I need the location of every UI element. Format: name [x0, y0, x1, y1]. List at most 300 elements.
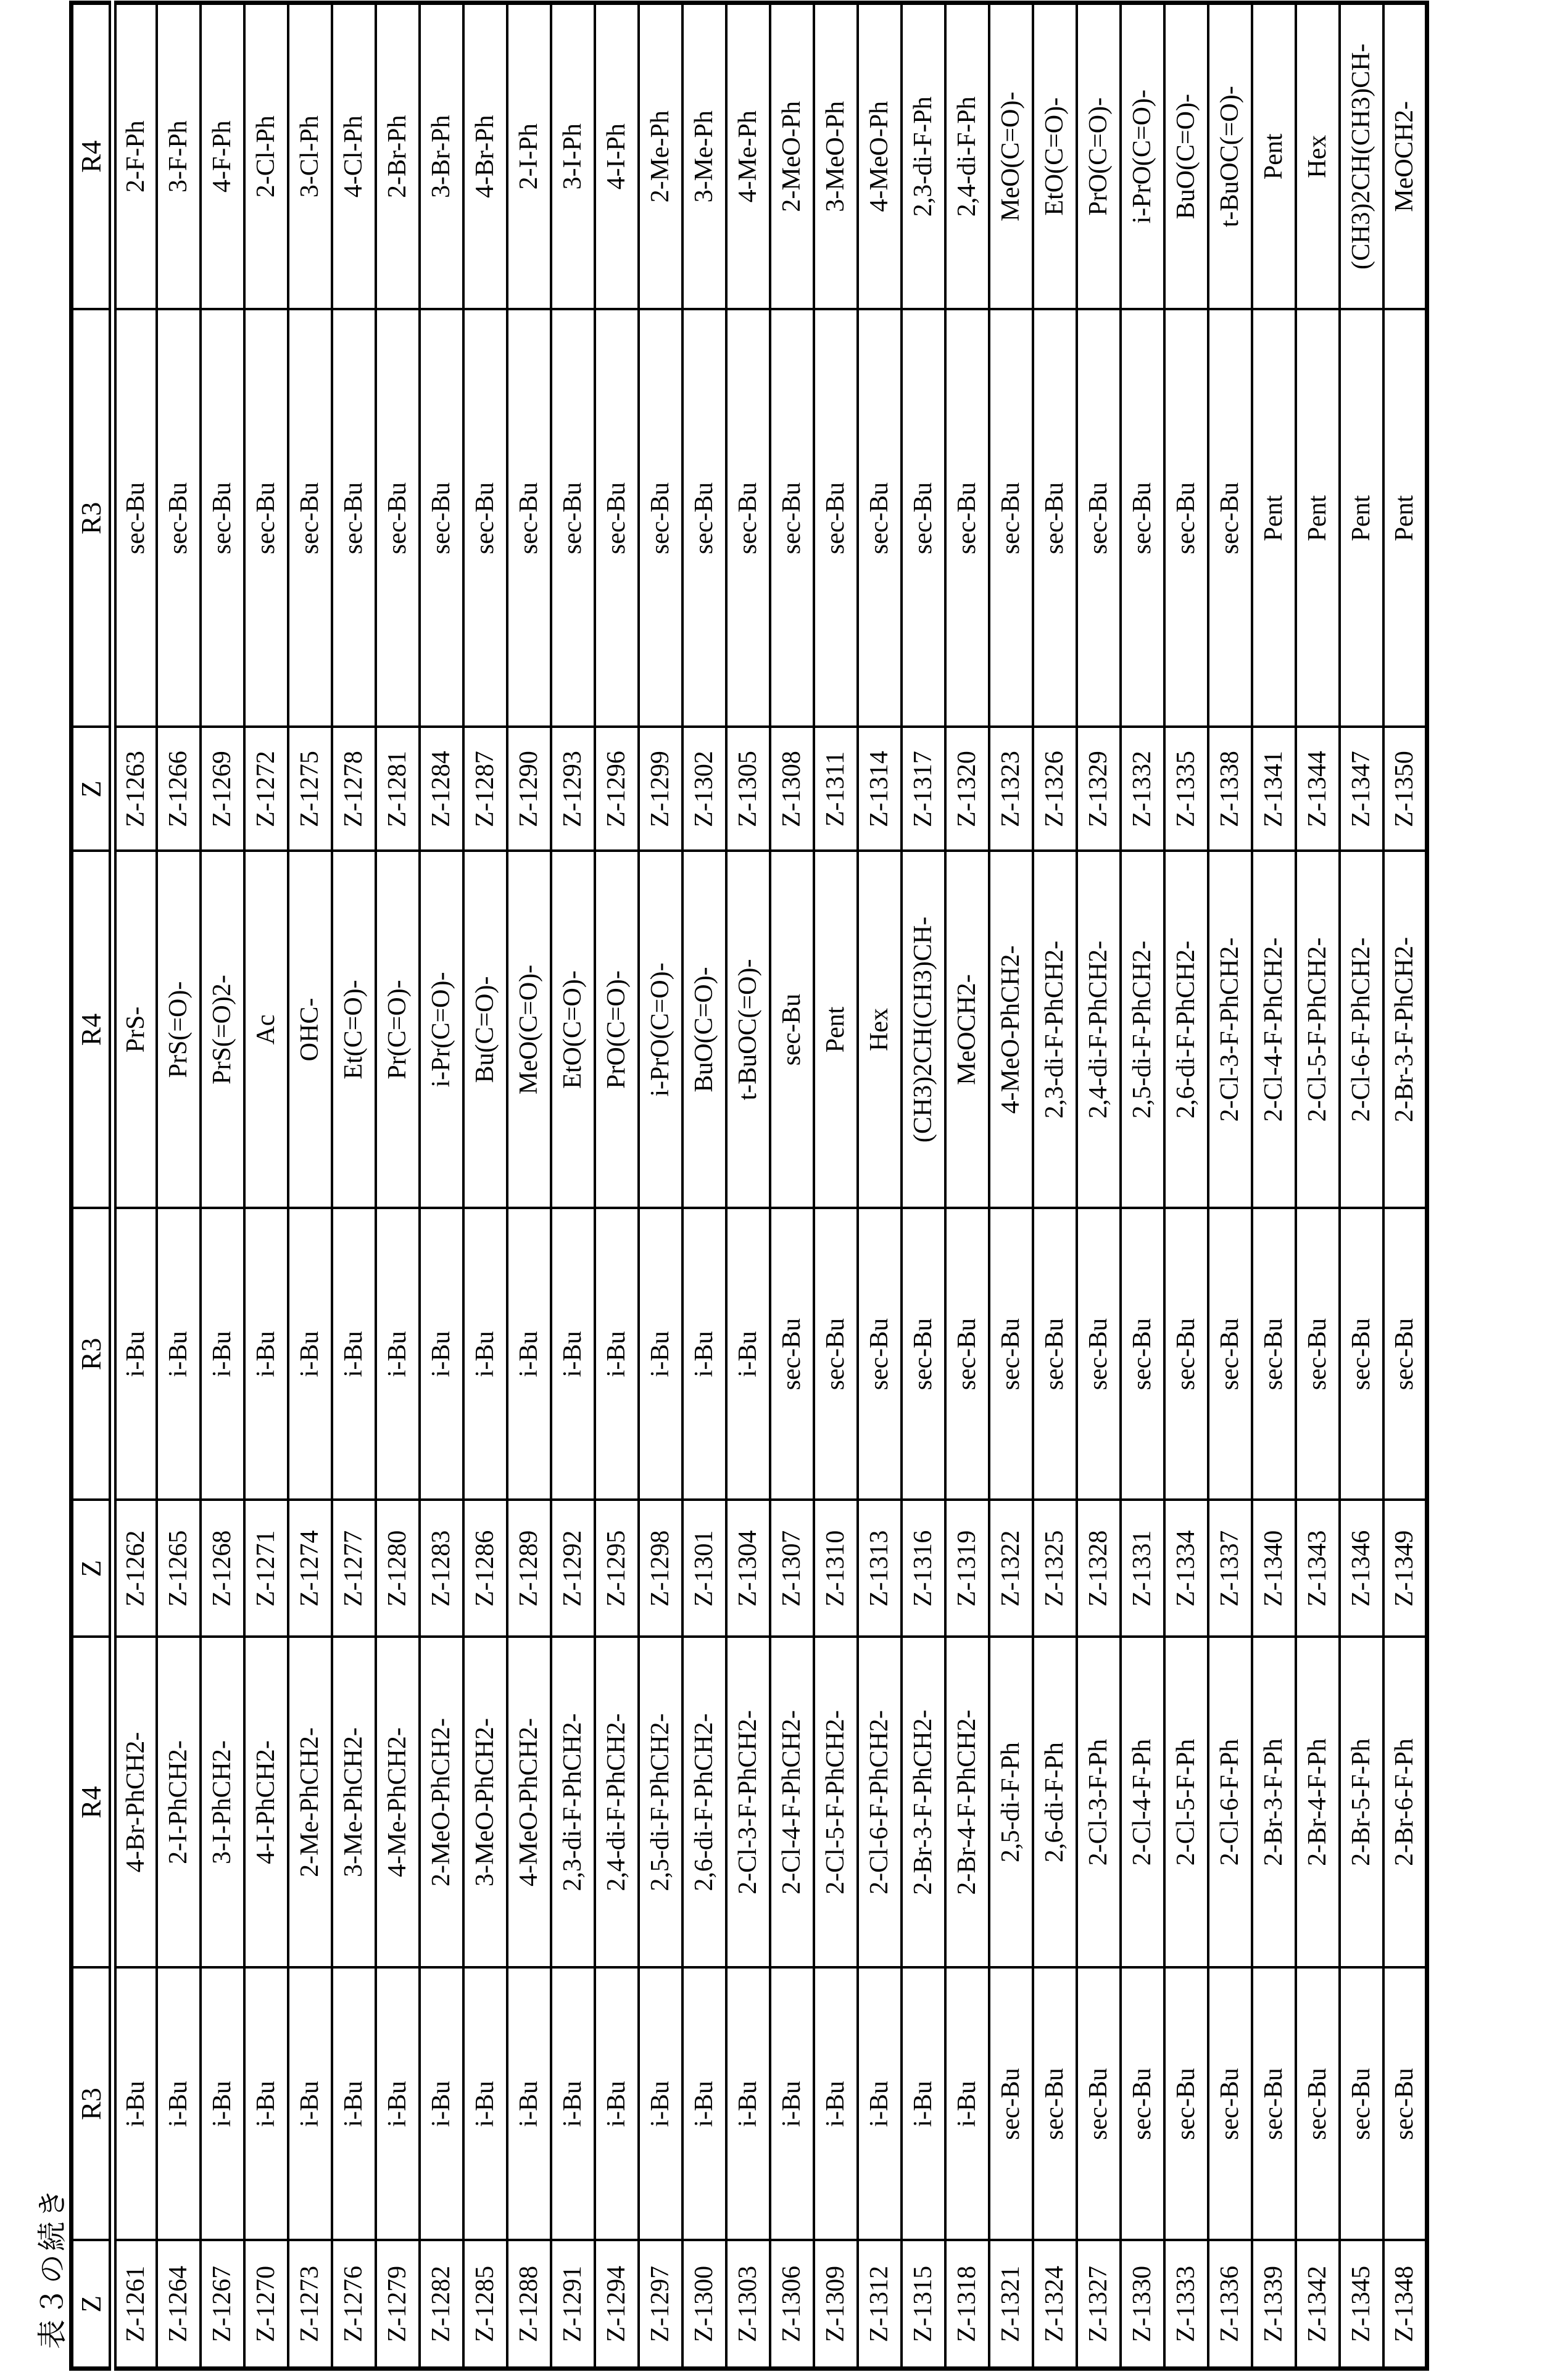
column-header: R3 [72, 310, 113, 727]
cell-r4: Hex [858, 851, 902, 1209]
cell-z: Z-1284 [420, 727, 463, 851]
cell-r4: 2-Br-3-F-Ph [1252, 1637, 1296, 1968]
cell-r4: 2,5-di-F-PhCH2- [639, 1637, 682, 1968]
cell-z: Z-1273 [288, 2241, 332, 2369]
cell-z: Z-1334 [1164, 1500, 1208, 1637]
cell-r4: Et(C=O)- [332, 851, 376, 1209]
cell-z: Z-1279 [376, 2241, 420, 2369]
cell-r3: sec-Bu [376, 310, 420, 727]
cell-r3: i-Bu [726, 1209, 770, 1500]
table-row [1296, 3, 1340, 2369]
cell-z: Z-1288 [507, 2241, 551, 2369]
cell-r3: sec-Bu [858, 1209, 902, 1500]
cell-r3: sec-Bu [157, 310, 201, 727]
cell-r3: i-Bu [639, 1968, 682, 2241]
cell-r3: sec-Bu [989, 1968, 1033, 2241]
cell-z: Z-1293 [551, 727, 595, 851]
cell-r4: 4-Br-Ph [463, 3, 507, 310]
cell-z: Z-1301 [682, 1500, 726, 1637]
table-row [858, 3, 902, 2369]
cell-r3: Pent [1252, 310, 1296, 727]
cell-z: Z-1348 [1383, 2241, 1427, 2369]
cell-r3: i-Bu [858, 1968, 902, 2241]
cell-r4: 4-F-Ph [201, 3, 244, 310]
cell-z: Z-1303 [726, 2241, 770, 2369]
cell-z: Z-1318 [945, 2241, 989, 2369]
cell-r3: sec-Bu [814, 310, 858, 727]
cell-z: Z-1335 [1164, 727, 1208, 851]
cell-r4: 2,5-di-F-PhCH2- [1121, 851, 1164, 1209]
cell-r3: sec-Bu [113, 310, 157, 727]
cell-r4: Bu(C=O)- [463, 851, 507, 1209]
cell-r3: i-Bu [113, 1209, 157, 1500]
cell-r3: i-Bu [113, 1968, 157, 2241]
cell-z: Z-1332 [1121, 727, 1164, 851]
cell-r4: 2,4-di-F-Ph [945, 3, 989, 310]
cell-r4: 3-MeO-PhCH2- [463, 1637, 507, 1968]
cell-r4: 2-Cl-6-F-PhCH2- [1340, 851, 1383, 1209]
cell-r3: sec-Bu [1077, 1209, 1121, 1500]
column-header: Z [72, 727, 113, 851]
cell-r3: i-Bu [551, 1209, 595, 1500]
cell-z: Z-1290 [507, 727, 551, 851]
cell-r3: i-Bu [902, 1968, 945, 2241]
cell-r4: 2-Cl-6-F-Ph [1208, 1637, 1252, 1968]
cell-z: Z-1341 [1252, 727, 1296, 851]
cell-r4: 2,6-di-F-PhCH2- [1164, 851, 1208, 1209]
cell-r3: sec-Bu [463, 310, 507, 727]
cell-z: Z-1295 [595, 1500, 639, 1637]
cell-r3: sec-Bu [1252, 1209, 1296, 1500]
cell-r4: EtO(C=O)- [551, 851, 595, 1209]
cell-r4: MeO(C=O)- [507, 851, 551, 1209]
cell-z: Z-1349 [1383, 1500, 1427, 1637]
table-row [157, 3, 201, 2369]
cell-r4: 3-Me-Ph [682, 3, 726, 310]
table-row [814, 3, 858, 2369]
cell-r3: sec-Bu [902, 310, 945, 727]
table-title: 表３の続き [36, 2185, 69, 2349]
table-row [332, 3, 376, 2369]
cell-r3: sec-Bu [288, 310, 332, 727]
column-header: R4 [72, 3, 113, 310]
cell-r3: sec-Bu [1208, 310, 1252, 727]
cell-r4: 2-Cl-3-F-PhCH2- [726, 1637, 770, 1968]
cell-z: Z-1302 [682, 727, 726, 851]
cell-r3: i-Bu [770, 1968, 814, 2241]
cell-r4: Hex [1296, 3, 1340, 310]
cell-r4: 2-Cl-3-F-Ph [1077, 1637, 1121, 1968]
cell-z: Z-1271 [244, 1500, 288, 1637]
table-row [288, 3, 332, 2369]
cell-r4: 3-I-PhCH2- [201, 1637, 244, 1968]
cell-r4: 2-Cl-5-F-PhCH2- [1296, 851, 1340, 1209]
cell-z: Z-1337 [1208, 1500, 1252, 1637]
cell-z: Z-1283 [420, 1500, 463, 1637]
cell-r3: sec-Bu [639, 310, 682, 727]
cell-r4: 2-Cl-3-F-PhCH2- [1208, 851, 1252, 1209]
cell-z: Z-1309 [814, 2241, 858, 2369]
table-row [902, 3, 945, 2369]
cell-z: Z-1345 [1340, 2241, 1383, 2369]
cell-r3: sec-Bu [420, 310, 463, 727]
cell-r4: 2-Br-6-F-Ph [1383, 1637, 1427, 1968]
cell-r4: 2-Cl-Ph [244, 3, 288, 310]
cell-r4: 2,5-di-F-Ph [989, 1637, 1033, 1968]
table-row [376, 3, 420, 2369]
cell-z: Z-1275 [288, 727, 332, 851]
cell-r4: PrS(=O)2- [201, 851, 244, 1209]
cell-r4: 4-I-PhCH2- [244, 1637, 288, 1968]
cell-r3: i-Bu [332, 1968, 376, 2241]
cell-r3: i-Bu [507, 1209, 551, 1500]
cell-z: Z-1314 [858, 727, 902, 851]
cell-z: Z-1329 [1077, 727, 1121, 851]
cell-r4: 2-Cl-5-F-Ph [1164, 1637, 1208, 1968]
cell-r4: 2-I-PhCH2- [157, 1637, 201, 1968]
cell-z: Z-1330 [1121, 2241, 1164, 2369]
cell-z: Z-1310 [814, 1500, 858, 1637]
cell-r3: Pent [1383, 310, 1427, 727]
cell-r4: PrO(C=O)- [1077, 3, 1121, 310]
cell-z: Z-1315 [902, 2241, 945, 2369]
cell-z: Z-1267 [201, 2241, 244, 2369]
table-row [945, 3, 989, 2369]
cell-r4: 3-Me-PhCH2- [332, 1637, 376, 1968]
cell-r3: sec-Bu [1121, 1209, 1164, 1500]
cell-r3: i-Bu [244, 1968, 288, 2241]
cell-r4: 2,3-di-F-PhCH2- [1033, 851, 1077, 1209]
cell-z: Z-1272 [244, 727, 288, 851]
column-header: R3 [72, 1209, 113, 1500]
cell-r4: 2-Me-Ph [639, 3, 682, 310]
cell-z: Z-1274 [288, 1500, 332, 1637]
cell-r3: sec-Bu [1296, 1209, 1340, 1500]
cell-z: Z-1299 [639, 727, 682, 851]
cell-r3: i-Bu [726, 1968, 770, 2241]
cell-z: Z-1321 [989, 2241, 1033, 2369]
cell-r4: 2-Cl-4-F-PhCH2- [1252, 851, 1296, 1209]
cell-r3: sec-Bu [201, 310, 244, 727]
table-row [244, 3, 288, 2369]
cell-z: Z-1287 [463, 727, 507, 851]
cell-z: Z-1281 [376, 727, 420, 851]
cell-z: Z-1289 [507, 1500, 551, 1637]
cell-r4: 3-F-Ph [157, 3, 201, 310]
cell-r4: 2-Me-PhCH2- [288, 1637, 332, 1968]
cell-r3: sec-Bu [682, 310, 726, 727]
cell-r4: i-Pr(C=O)- [420, 851, 463, 1209]
column-header: R4 [72, 851, 113, 1209]
cell-r4: 2-Br-4-F-PhCH2- [945, 1637, 989, 1968]
cell-z: Z-1292 [551, 1500, 595, 1637]
cell-r3: sec-Bu [332, 310, 376, 727]
cell-r3: sec-Bu [902, 1209, 945, 1500]
cell-r4: MeOCH2- [1383, 3, 1427, 310]
cell-r3: sec-Bu [551, 310, 595, 727]
cell-z: Z-1331 [1121, 1500, 1164, 1637]
cell-r3: i-Bu [201, 1209, 244, 1500]
cell-z: Z-1347 [1340, 727, 1383, 851]
table-row [989, 3, 1033, 2369]
cell-r3: i-Bu [376, 1209, 420, 1500]
table-row [1077, 3, 1121, 2369]
cell-r3: sec-Bu [1121, 1968, 1164, 2241]
cell-r3: i-Bu [288, 1968, 332, 2241]
cell-z: Z-1311 [814, 727, 858, 851]
cell-r3: i-Bu [420, 1968, 463, 2241]
table-row [1208, 3, 1252, 2369]
cell-z: Z-1316 [902, 1500, 945, 1637]
column-header: R3 [72, 1968, 113, 2241]
cell-r4: PrO(C=O)- [595, 851, 639, 1209]
table-row [551, 3, 595, 2369]
cell-r4: 2-MeO-PhCH2- [420, 1637, 463, 1968]
cell-r4: EtO(C=O)- [1033, 3, 1077, 310]
cell-r4: i-PrO(C=O)- [1121, 3, 1164, 310]
cell-r4: 3-Br-Ph [420, 3, 463, 310]
cell-z: Z-1320 [945, 727, 989, 851]
cell-r3: i-Bu [551, 1968, 595, 2241]
cell-r4: 2-Cl-4-F-PhCH2- [770, 1637, 814, 1968]
cell-z: Z-1343 [1296, 1500, 1340, 1637]
cell-r3: i-Bu [682, 1968, 726, 2241]
cell-r4: 2,4-di-F-PhCH2- [595, 1637, 639, 1968]
cell-r3: sec-Bu [1033, 1209, 1077, 1500]
table-row [595, 3, 639, 2369]
cell-z: Z-1297 [639, 2241, 682, 2369]
cell-r4: 2-Br-5-F-Ph [1340, 1637, 1383, 1968]
cell-r4: PrS(=O)- [157, 851, 201, 1209]
cell-z: Z-1327 [1077, 2241, 1121, 2369]
cell-z: Z-1342 [1296, 2241, 1340, 2369]
cell-r4: 4-Cl-Ph [332, 3, 376, 310]
cell-r4: 2,6-di-F-PhCH2- [682, 1637, 726, 1968]
cell-r4: 4-MeO-PhCH2- [507, 1637, 551, 1968]
cell-r4: 2-Br-Ph [376, 3, 420, 310]
cell-r3: sec-Bu [1164, 310, 1208, 727]
table-row [770, 3, 814, 2369]
cell-r3: i-Bu [814, 1968, 858, 2241]
rotated-table-container [69, 1, 1429, 2371]
cell-z: Z-1265 [157, 1500, 201, 1637]
cell-r3: sec-Bu [1033, 1968, 1077, 2241]
cell-r3: sec-Bu [989, 310, 1033, 727]
cell-r4: 2-MeO-Ph [770, 3, 814, 310]
cell-r3: sec-Bu [1077, 1968, 1121, 2241]
cell-r3: i-Bu [463, 1209, 507, 1500]
cell-r4: Pent [1252, 3, 1296, 310]
cell-r3: i-Bu [288, 1209, 332, 1500]
cell-r4: 3-I-Ph [551, 3, 595, 310]
cell-r3: sec-Bu [1077, 310, 1121, 727]
cell-z: Z-1317 [902, 727, 945, 851]
cell-r4: 4-Br-PhCH2- [113, 1637, 157, 1968]
table-row [1121, 3, 1164, 2369]
cell-r3: sec-Bu [1296, 1968, 1340, 2241]
cell-r3: sec-Bu [507, 310, 551, 727]
cell-z: Z-1305 [726, 727, 770, 851]
cell-r4: t-BuOC(=O)- [1208, 3, 1252, 310]
cell-r4: (CH3)2CH(CH3)CH- [902, 851, 945, 1209]
cell-z: Z-1346 [1340, 1500, 1383, 1637]
table-row [1164, 3, 1208, 2369]
cell-r3: sec-Bu [244, 310, 288, 727]
cell-z: Z-1308 [770, 727, 814, 851]
table-row [1033, 3, 1077, 2369]
cell-r4: 4-MeO-PhCH2- [989, 851, 1033, 1209]
cell-r4: 2-Cl-4-F-Ph [1121, 1637, 1164, 1968]
cell-r3: sec-Bu [1252, 1968, 1296, 2241]
header-row [72, 3, 113, 2369]
cell-r4: 2-Cl-6-F-PhCH2- [858, 1637, 902, 1968]
cell-z: Z-1306 [770, 2241, 814, 2369]
cell-z: Z-1325 [1033, 1500, 1077, 1637]
cell-z: Z-1298 [639, 1500, 682, 1637]
cell-z: Z-1322 [989, 1500, 1033, 1637]
cell-z: Z-1268 [201, 1500, 244, 1637]
compound-table [69, 1, 1429, 2371]
cell-r4: 2-Cl-5-F-PhCH2- [814, 1637, 858, 1968]
cell-r3: sec-Bu [1164, 1209, 1208, 1500]
cell-r3: i-Bu [595, 1968, 639, 2241]
cell-r3: sec-Bu [1164, 1968, 1208, 2241]
table-row [1252, 3, 1296, 2369]
table-row [1340, 3, 1383, 2369]
column-header: Z [72, 2241, 113, 2369]
cell-z: Z-1278 [332, 727, 376, 851]
cell-r3: i-Bu [376, 1968, 420, 2241]
cell-z: Z-1280 [376, 1500, 420, 1637]
cell-z: Z-1264 [157, 2241, 201, 2369]
cell-z: Z-1344 [1296, 727, 1340, 851]
cell-r4: MeO(C=O)- [989, 3, 1033, 310]
cell-z: Z-1266 [157, 727, 201, 851]
cell-z: Z-1307 [770, 1500, 814, 1637]
cell-r3: sec-Bu [1340, 1968, 1383, 2241]
cell-r4: 2-I-Ph [507, 3, 551, 310]
cell-z: Z-1282 [420, 2241, 463, 2369]
cell-r3: i-Bu [595, 1209, 639, 1500]
cell-r3: sec-Bu [989, 1209, 1033, 1500]
cell-r4: PrS- [113, 851, 157, 1209]
cell-r4: i-PrO(C=O)- [639, 851, 682, 1209]
cell-r4: Pr(C=O)- [376, 851, 420, 1209]
cell-z: Z-1276 [332, 2241, 376, 2369]
cell-r3: i-Bu [157, 1968, 201, 2241]
table-row [463, 3, 507, 2369]
cell-r4: t-BuOC(=O)- [726, 851, 770, 1209]
cell-r4: sec-Bu [770, 851, 814, 1209]
column-header: Z [72, 1500, 113, 1637]
cell-z: Z-1269 [201, 727, 244, 851]
cell-z: Z-1291 [551, 2241, 595, 2369]
cell-z: Z-1286 [463, 1500, 507, 1637]
table-row [682, 3, 726, 2369]
cell-r3: Pent [1296, 310, 1340, 727]
cell-r3: sec-Bu [1383, 1209, 1427, 1500]
table-row [1383, 3, 1427, 2369]
cell-r4: 4-MeO-Ph [858, 3, 902, 310]
cell-r3: i-Bu [157, 1209, 201, 1500]
cell-r4: 3-Cl-Ph [288, 3, 332, 310]
cell-r3: sec-Bu [726, 310, 770, 727]
cell-z: Z-1326 [1033, 727, 1077, 851]
table-row [113, 3, 157, 2369]
cell-r3: sec-Bu [1208, 1968, 1252, 2241]
cell-r3: i-Bu [244, 1209, 288, 1500]
cell-z: Z-1285 [463, 2241, 507, 2369]
cell-z: Z-1277 [332, 1500, 376, 1637]
cell-r4: 4-Me-Ph [726, 3, 770, 310]
cell-z: Z-1323 [989, 727, 1033, 851]
cell-r3: i-Bu [463, 1968, 507, 2241]
cell-r3: sec-Bu [1033, 310, 1077, 727]
cell-z: Z-1294 [595, 2241, 639, 2369]
cell-z: Z-1300 [682, 2241, 726, 2369]
cell-r4: (CH3)2CH(CH3)CH- [1340, 3, 1383, 310]
cell-z: Z-1313 [858, 1500, 902, 1637]
cell-r4: 2-Br-3-F-PhCH2- [902, 1637, 945, 1968]
cell-z: Z-1319 [945, 1500, 989, 1637]
cell-r3: sec-Bu [595, 310, 639, 727]
table-row [201, 3, 244, 2369]
cell-r4: 2,4-di-F-PhCH2- [1077, 851, 1121, 1209]
cell-r3: sec-Bu [770, 310, 814, 727]
cell-z: Z-1263 [113, 727, 157, 851]
cell-r3: Pent [1340, 310, 1383, 727]
cell-r4: MeOCH2- [945, 851, 989, 1209]
cell-r3: sec-Bu [1208, 1209, 1252, 1500]
cell-r4: Ac [244, 851, 288, 1209]
cell-r4: BuO(C=O)- [1164, 3, 1208, 310]
cell-z: Z-1328 [1077, 1500, 1121, 1637]
table-row [507, 3, 551, 2369]
cell-r4: BuO(C=O)- [682, 851, 726, 1209]
cell-r3: i-Bu [332, 1209, 376, 1500]
cell-r3: i-Bu [639, 1209, 682, 1500]
column-header: R4 [72, 1637, 113, 1968]
table-row [639, 3, 682, 2369]
cell-z: Z-1270 [244, 2241, 288, 2369]
cell-r3: sec-Bu [770, 1209, 814, 1500]
cell-r4: Pent [814, 851, 858, 1209]
cell-r4: 2,3-di-F-Ph [902, 3, 945, 310]
cell-r3: sec-Bu [858, 310, 902, 727]
cell-r3: sec-Bu [945, 310, 989, 727]
cell-r4: 2-F-Ph [113, 3, 157, 310]
cell-r3: i-Bu [945, 1968, 989, 2241]
cell-z: Z-1262 [113, 1500, 157, 1637]
cell-r4: 4-I-Ph [595, 3, 639, 310]
cell-r3: i-Bu [507, 1968, 551, 2241]
cell-r3: sec-Bu [1340, 1209, 1383, 1500]
cell-r4: 2-Br-3-F-PhCH2- [1383, 851, 1427, 1209]
table-body [113, 3, 1427, 2369]
cell-z: Z-1296 [595, 727, 639, 851]
cell-z: Z-1261 [113, 2241, 157, 2369]
cell-z: Z-1338 [1208, 727, 1252, 851]
cell-z: Z-1340 [1252, 1500, 1296, 1637]
cell-r3: i-Bu [201, 1968, 244, 2241]
cell-z: Z-1304 [726, 1500, 770, 1637]
cell-r4: 2-Br-4-F-Ph [1296, 1637, 1340, 1968]
cell-r4: OHC- [288, 851, 332, 1209]
cell-r3: sec-Bu [1121, 310, 1164, 727]
cell-r3: i-Bu [682, 1209, 726, 1500]
table-row [420, 3, 463, 2369]
cell-z: Z-1333 [1164, 2241, 1208, 2369]
